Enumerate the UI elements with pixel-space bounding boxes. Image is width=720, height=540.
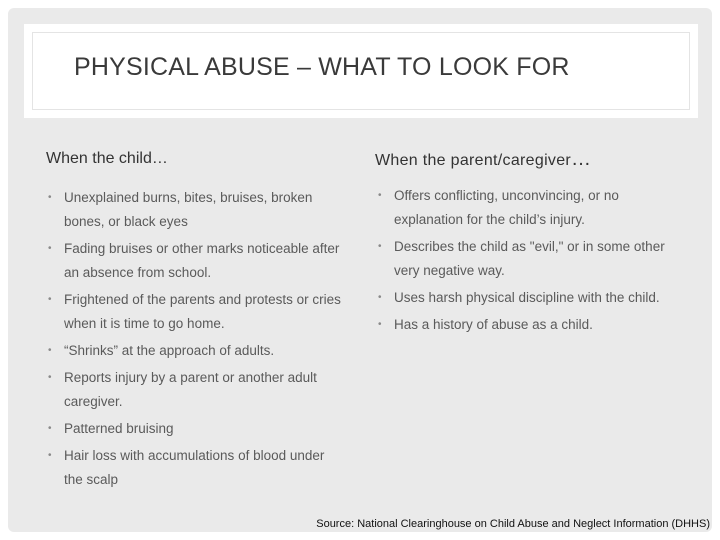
list-item: • “Shrinks” at the approach of adults.: [46, 339, 346, 363]
bullet-icon: •: [48, 423, 52, 434]
bullet-icon: •: [378, 319, 382, 330]
slide: [8, 8, 712, 532]
right-column-heading: [375, 148, 591, 171]
bullet-icon: •: [48, 294, 52, 305]
right-heading-text: When the parent/caregiver: [375, 152, 572, 169]
list-item: • Fading bruises or other marks noticeable after an absence from school.: [46, 237, 346, 285]
bullet-icon: •: [48, 192, 52, 203]
list-item: • Reports injury by a parent or another adult caregiver.: [46, 366, 346, 414]
bullet-icon: •: [378, 292, 382, 303]
title-box: [24, 24, 698, 118]
list-item: • Has a history of abuse as a child.: [376, 313, 676, 337]
list-item: • Uses harsh physical discipline with the child.: [376, 286, 676, 310]
list-item: • Offers conflicting, unconvincing, or no explanation for the child’s injury.: [376, 184, 676, 232]
list-item: • Describes the child as "evil," or in some other very negative way.: [376, 235, 676, 283]
bullet-icon: •: [48, 243, 52, 254]
list-item: • Frightened of the parents and protests or cries when it is time to go home.: [46, 288, 346, 336]
right-heading-ellipsis: …: [571, 148, 592, 170]
slide-title: PHYSICAL ABUSE – WHAT TO LOOK FOR: [74, 53, 570, 81]
child-signs-list: [46, 186, 346, 495]
list-item: • Unexplained burns, bites, bruises, broken bones, or black eyes: [46, 186, 346, 234]
source-citation: Source: National Clearinghouse on Child Abuse and Neglect Information (DHHS): [316, 518, 710, 530]
list-item: • Hair loss with accumulations of blood under the scalp: [46, 444, 346, 492]
left-column-heading: When the child…: [46, 150, 168, 167]
caregiver-signs-list: [376, 184, 676, 340]
bullet-icon: •: [48, 450, 52, 461]
bullet-icon: •: [48, 345, 52, 356]
bullet-icon: •: [378, 190, 382, 201]
bullet-icon: •: [378, 241, 382, 252]
bullet-icon: •: [48, 372, 52, 383]
list-item: • Patterned bruising: [46, 417, 346, 441]
